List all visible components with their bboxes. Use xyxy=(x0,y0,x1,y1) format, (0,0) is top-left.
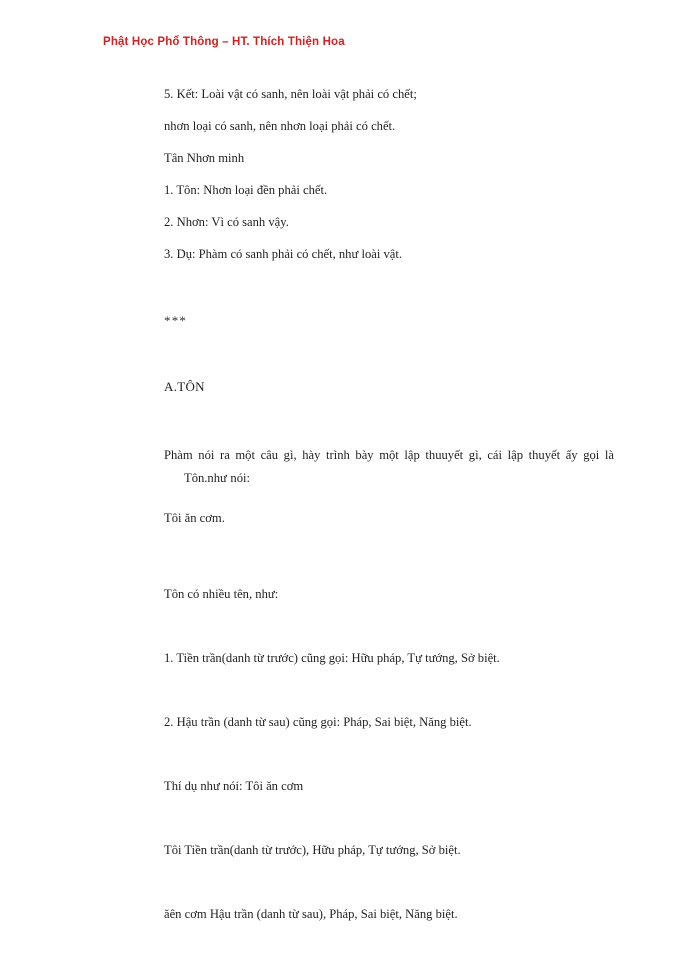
paragraph-line: 5. Kết: Loài vật có sanh, nên loài vật phải có chết; xyxy=(164,87,417,101)
paragraph-line: ăên cơm Hậu trần (danh từ sau), Pháp, Sai biệt, Năng biệt. xyxy=(164,907,458,921)
document-body xyxy=(164,78,614,946)
spacer xyxy=(164,270,596,312)
paragraph-line: Tôi Tiền trần(danh từ trước), Hữu pháp, Tự tướng, Sở biệt. xyxy=(164,843,461,857)
paragraph-line: Thí dụ như nói: Tôi ăn cơm xyxy=(164,779,304,793)
spacer xyxy=(164,396,596,444)
section-separator: *** xyxy=(164,313,188,328)
paragraph-line: 1. Tiền trần(danh từ trước) cũng gọi: Hữu pháp, Tự tướng, Sở biệt. xyxy=(164,651,500,665)
paragraph-line: nhơn loại có sanh, nên nhơn loại phải có chết. xyxy=(164,119,396,133)
section-heading: A.TÔN xyxy=(164,379,205,394)
paragraph-line: 2. Hậu trần (danh từ sau) cũng gọi: Pháp, Sai biệt, Năng biệt. xyxy=(164,715,472,729)
document-header-title: Phật Học Phổ Thông – HT. Thích Thiện Hoa xyxy=(103,36,345,48)
paragraph-line: Tôn có nhiều tên, như: xyxy=(164,587,279,601)
paragraph-line: Tân Nhơn minh xyxy=(164,151,245,165)
spacer xyxy=(164,490,596,502)
example-line: Tôi ăn cơm. xyxy=(164,511,225,525)
paragraph-line: 3. Dụ: Phàm có sanh phải có chết, như loài vật. xyxy=(164,247,403,261)
paragraph-line: 1. Tôn: Nhơn loại đền phải chết. xyxy=(164,183,328,197)
body-paragraph: Phàm nói ra một câu gì, hày trình bày một lập thuuyết gì, cái lập thuyết ấy gọi là Tôn.như nói: xyxy=(164,448,614,485)
paragraph-line: 2. Nhơn: Vì có sanh vậy. xyxy=(164,215,289,229)
spacer xyxy=(164,330,596,378)
spacer xyxy=(164,534,596,562)
